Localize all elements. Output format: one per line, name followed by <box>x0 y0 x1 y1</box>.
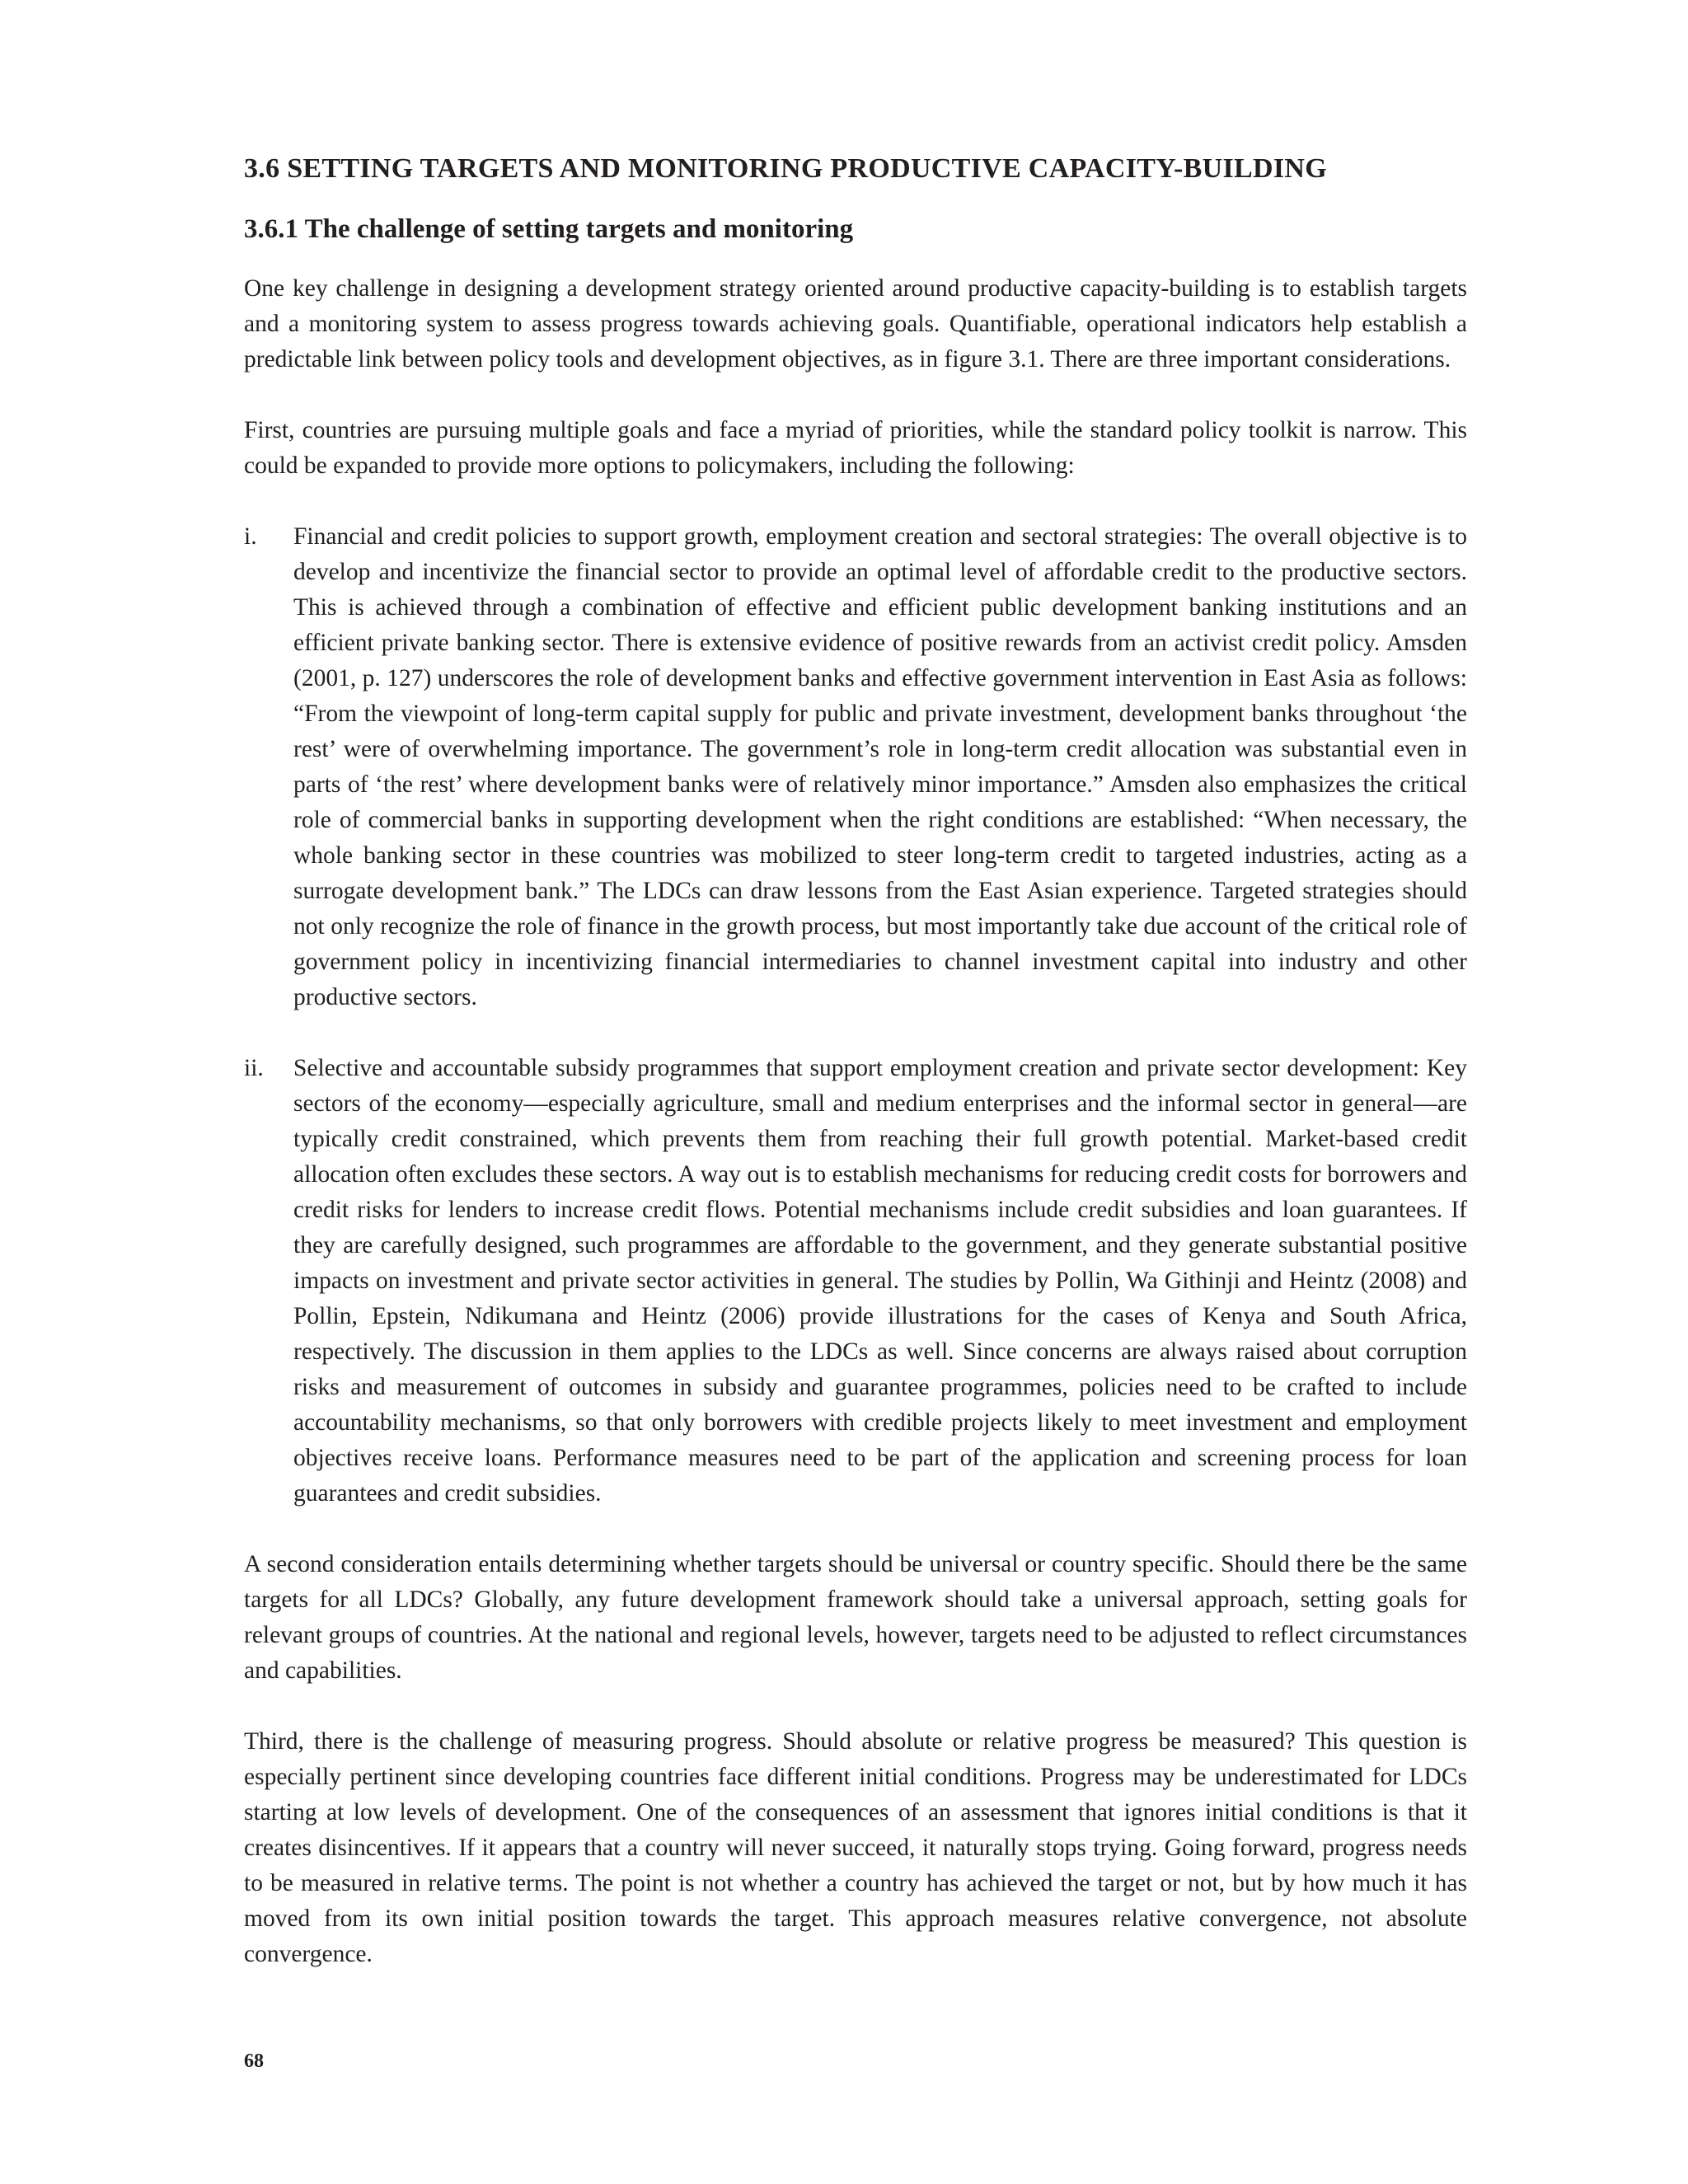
paragraph-first: First, countries are pursuing multiple goals and face a myriad of priorities, while the standard policy toolkit is narrow. This could be expanded to provide more options to policymakers, including the following: <box>244 417 1467 479</box>
list-item-text: Selective and accountable subsidy programmes that support employment creation and private sector development: Key sectors of the economy—especially agriculture, small and medium enterprises and the informal sector in general—are typically credit constrained, which prevents them from reaching their full growth potential. Market-based credit allocation often excludes these sectors. A way out is to establish mechanisms for reducing credit costs for borrowers and credit risks for lenders to increase credit flows. Potential mechanisms include credit subsidies and loan guarantees. If they are carefully designed, such programmes are affordable to the government, and they generate substantial positive impacts on investment and private sector activities in general. The studies by Pollin, Wa Githinji and Heintz (2008) and Pollin, Epstein, Ndikumana and Heintz (2006) provide illustrations for the cases of Kenya and South Africa, respectively. The discussion in them applies to the LDCs as well. Since concerns are always raised about corruption risks and measurement of outcomes in subsidy and guarantee programmes, policies need to be crafted to include accountability mechanisms, so that only borrowers with credible projects likely to meet investment and employment objectives receive loans. Performance measures need to be part of the application and screening process for loan guarantees and credit subsidies. <box>293 1055 1467 1507</box>
paragraph-second: A second consideration entails determining whether targets should be universal or country specific. Should there be the same targets for all LDCs? Globally, any future development framework should take a universal approach, setting goals for relevant groups of countries. At the national and regional levels, however, targets need to be adjusted to reflect circumstances and capabilities. <box>244 1551 1467 1684</box>
paragraph-intro: One key challenge in designing a development strategy oriented around productive capacity-building is to establish targets and a monitoring system to assess progress towards achieving goals. Quantifiable, operational indicators help establish a predictable link between policy tools and development objectives, as in figure 3.1. There are three important considerations. <box>244 275 1467 373</box>
body-text <box>244 271 1467 2008</box>
subsection-heading: 3.6.1 The challenge of setting targets and monitoring <box>244 214 854 244</box>
section-heading: 3.6 SETTING TARGETS AND MONITORING PRODUCTIVE CAPACITY-BUILDING <box>244 153 1327 184</box>
page-number: 68 <box>244 2050 264 2072</box>
paragraph-third: Third, there is the challenge of measuring progress. Should absolute or relative progress be measured? This question is especially pertinent since developing countries face different initial conditions. Progress may be underestimated for LDCs starting at low levels of development. One of the consequences of an assessment that ignores initial conditions is that it creates disincentives. If it appears that a country will never succeed, it naturally stops trying. Going forward, progress needs to be measured in relative terms. The point is not whether a country has achieved the target or not, but by how much it has moved from its own initial position towards the target. This approach measures relative convergence, not absolute convergence. <box>244 1728 1467 1967</box>
policy-list <box>244 519 1467 1511</box>
list-marker: i. <box>244 523 257 550</box>
list-item-text: Financial and credit policies to support growth, employment creation and sectoral strategies: The overall objective is to develop and incentivize the financial sector to provide an optimal level of affordable credit to the productive sectors. This is achieved through a combination of effective and efficient public development banking institutions and an efficient private banking sector. There is extensive evidence of positive rewards from an activist credit policy. Amsden (2001, p. 127) underscores the role of development banks and effective government intervention in East Asia as follows: “From the viewpoint of long-term capital supply for public and private investment, development banks throughout ‘the rest’ were of overwhelming importance. The government’s role in long-term credit allocation was substantial even in parts of ‘the rest’ where development banks were of relatively minor importance.” Amsden also emphasizes the critical role of commercial banks in supporting development when the right conditions are established: “When necessary, the whole banking sector in these countries was mobilized to steer long-term credit to targeted industries, acting as a surrogate development bank.” The LDCs can draw lessons from the East Asian experience. Targeted strategies should not only recognize the role of finance in the growth process, but most importantly take due account of the critical role of government policy in incentivizing financial intermediaries to channel investment capital into industry and other productive sectors. <box>293 523 1467 1010</box>
list-marker: ii. <box>244 1055 264 1081</box>
list-item <box>244 1051 1467 1511</box>
list-item <box>244 519 1467 1015</box>
